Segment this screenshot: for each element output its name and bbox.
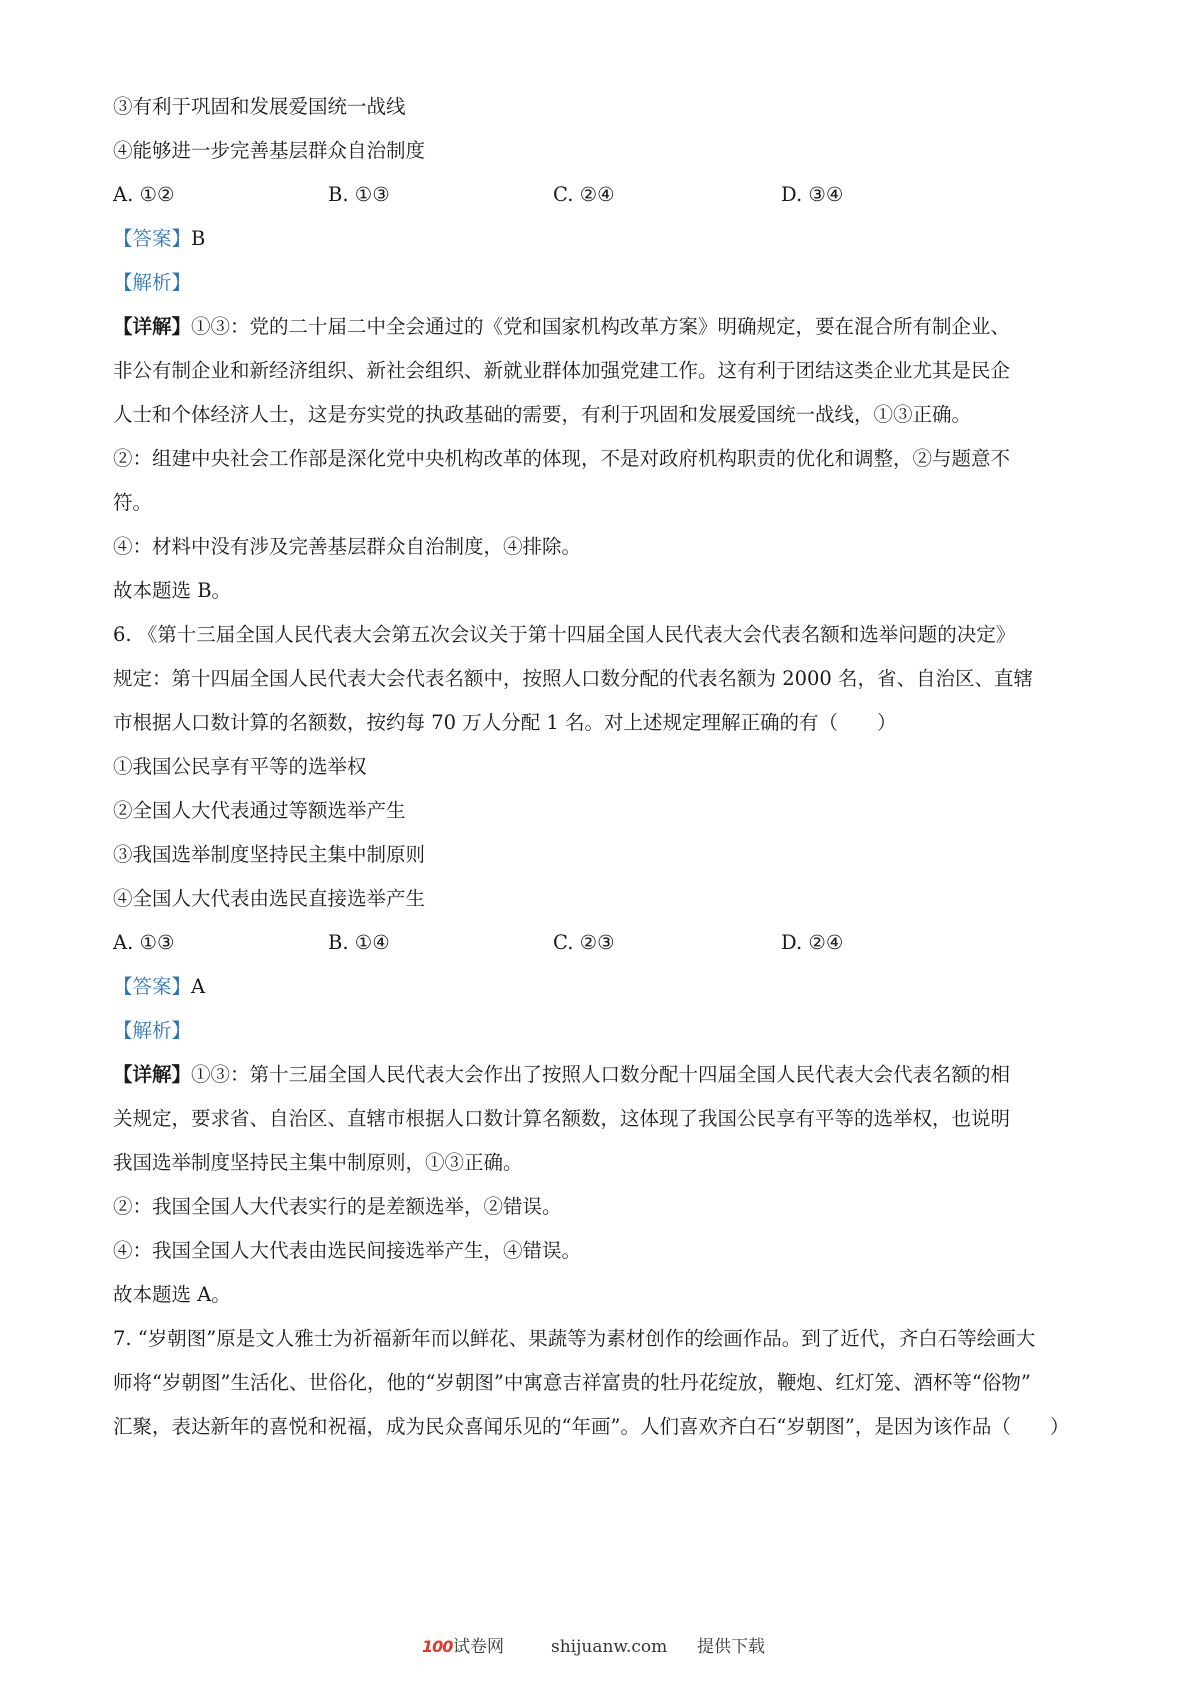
choice-d: D. ②④ [781,931,844,954]
detail-text: 关规定，要求省、自治区、直辖市根据人口数计算名额数，这体现了我国公民享有平等的选举权，也说明 [113,1107,1011,1130]
question-6-stem: 规定：第十四届全国人民代表大会代表名额中，按照人口数分配的代表名额为 2000 名，省、自治区、直辖 [113,667,1034,690]
answer-tag: 【答案】 [113,975,192,998]
detail-text: ④：我国全国人大代表由选民间接选举产生，④错误。 [113,1239,582,1262]
analysis-tag: 【解析】 [113,1019,192,1042]
detail-text: 我国选举制度坚持民主集中制原则，①③正确。 [113,1151,523,1174]
choice-a: A. ①② [113,183,175,206]
analysis-line [113,269,1093,297]
conclusion: 故本题选 A。 [113,1283,231,1306]
choice-a: A. ①③ [113,931,175,954]
choice-b: B. ①③ [328,183,390,206]
choice-c: C. ②③ [553,931,615,954]
choice-b: B. ①④ [328,931,390,954]
option-3: ③我国选举制度坚持民主集中制原则 [113,843,426,866]
answer-tag: 【答案】 [113,227,192,250]
answer-line [113,973,1093,1001]
choice-c: C. ②④ [553,183,615,206]
option-4: ④能够进一步完善基层群众自治制度 [113,139,426,162]
answer-line [113,225,1093,253]
detail-text: 人士和个体经济人士，这是夯实党的执政基础的需要，有利于巩固和发展爱国统一战线，①③正确。 [113,403,972,426]
question-7-stem: 师将“岁朝图”生活化、世俗化，他的“岁朝图”中寓意吉祥富贵的牡丹花绽放，鞭炮、红灯笼、酒杯等“俗物” [113,1371,1031,1394]
detail-text: ②：我国全国人大代表实行的是差额选举，②错误。 [113,1195,562,1218]
option-3: ③有利于巩固和发展爱国统一战线 [113,95,406,118]
answer-value: A [191,975,206,998]
site-name: 试卷网 [453,1637,504,1657]
question-7-stem: 7. “岁朝图”原是文人雅士为祈福新年而以鲜花、果蔬等为素材创作的绘画作品。到了近代，齐白石等绘画大 [113,1327,1036,1350]
detail-line [113,1061,1093,1089]
answer-value: B [191,227,206,250]
page-footer [0,1632,1191,1662]
detail-text: ①③：第十三届全国人民代表大会作出了按照人口数分配十四届全国人民代表大会代表名额的相 [191,1063,1011,1086]
choice-d: D. ③④ [781,183,844,206]
question-7-stem: 汇聚，表达新年的喜悦和祝福，成为民众喜闻乐见的“年画”。人们喜欢齐白石“岁朝图”，是因为该作品（ ） [113,1415,1070,1438]
detail-text: 符。 [113,491,153,514]
analysis-line [113,1017,1093,1045]
analysis-tag: 【解析】 [113,271,192,294]
conclusion: 故本题选 B。 [113,579,232,602]
site-domain[interactable]: shijuanw.com [551,1637,668,1657]
site-logo: 100 [422,1637,453,1656]
detail-tag: 【详解】 [113,1063,192,1086]
detail-text: ①③：党的二十届二中全会通过的《党和国家机构改革方案》明确规定，要在混合所有制企业、 [191,315,1011,338]
download-note: 提供下载 [697,1637,765,1657]
detail-line [113,313,1093,341]
question-6-stem: 6. 《第十三届全国人民代表大会第五次会议关于第十四届全国人民代表大会代表名额和选举问题的决定》 [113,623,1016,646]
question-6-stem: 市根据人口数计算的名额数，按约每 70 万人分配 1 名。对上述规定理解正确的有（ ） [113,711,897,734]
option-4: ④全国人大代表由选民直接选举产生 [113,887,426,910]
detail-text: ②：组建中央社会工作部是深化党中央机构改革的体现，不是对政府机构职责的优化和调整，②与题意不 [113,447,1011,470]
detail-text: 非公有制企业和新经济组织、新社会组织、新就业群体加强党建工作。这有利于团结这类企业尤其是民企 [113,359,1011,382]
detail-tag: 【详解】 [113,315,192,338]
option-1: ①我国公民享有平等的选举权 [113,755,367,778]
option-2: ②全国人大代表通过等额选举产生 [113,799,406,822]
detail-text: ④：材料中没有涉及完善基层群众自治制度，④排除。 [113,535,582,558]
